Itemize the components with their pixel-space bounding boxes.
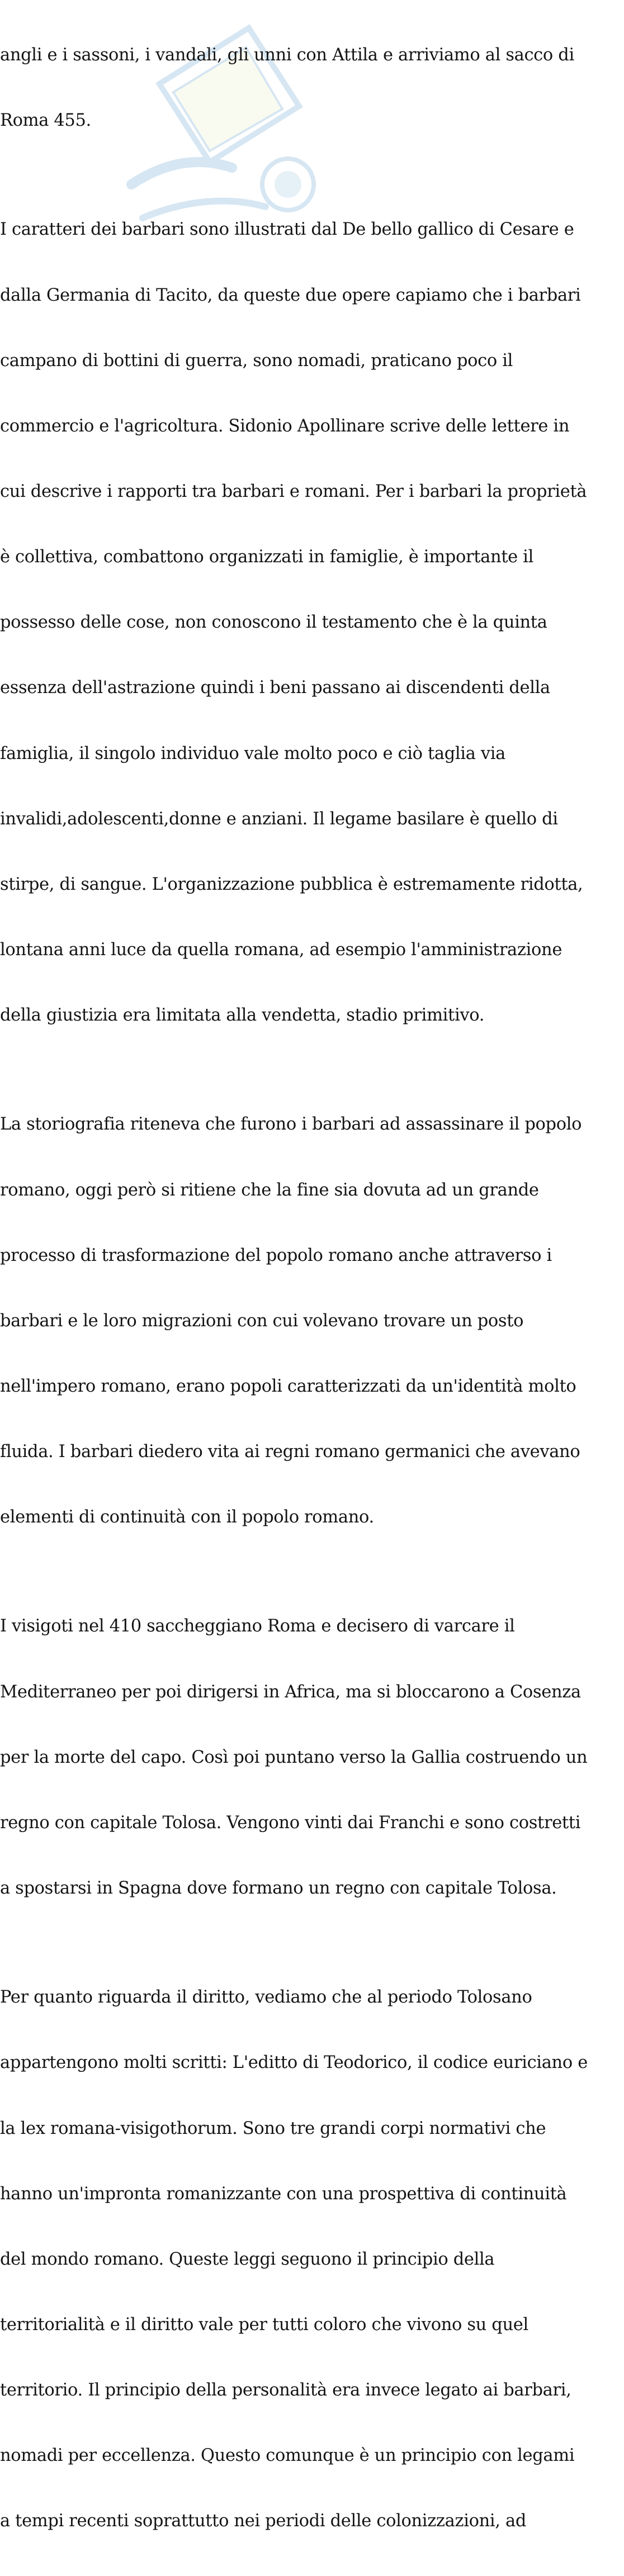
- text-line: invalidi,adolescenti,donne e anziani. Il legame basilare è quello di: [0, 809, 558, 829]
- text-line: cui descrive i rapporti tra barbari e romani. Per i barbari la proprietà: [0, 482, 587, 502]
- text-line: a tempi recenti soprattutto nei periodi delle colonizzazioni, ad: [0, 2511, 527, 2531]
- text-line: campano di bottini di guerra, sono nomadi, praticano poco il: [0, 350, 513, 371]
- text-line: angli e i sassoni, i vandali, gli unni con Attila e arriviamo al sacco di: [0, 45, 574, 65]
- text-line: a spostarsi in Spagna dove formano un regno con capitale Tolosa.: [0, 1878, 557, 1899]
- paragraph-2: [0, 175, 624, 1070]
- text-line: barbari e le loro migrazioni con cui volevano trovare un posto: [0, 1311, 524, 1331]
- text-line: territorialità e il diritto vale per tutti coloro che vivono su quel: [0, 2314, 528, 2335]
- text-line: Per quanto riguarda il diritto, vediamo che al periodo Tolosano: [0, 1987, 532, 2008]
- text-line: I visigoti nel 410 saccheggiano Roma e decisero di varcare il: [0, 1616, 515, 1636]
- text-line: stirpe, di sangue. L'organizzazione pubblica è estremamente ridotta,: [0, 874, 583, 894]
- text-line: è collettiva, combattono organizzati in famiglie, è importante il: [0, 547, 533, 567]
- text-line: della giustizia era limitata alla vendetta, stadio primitivo.: [0, 1005, 485, 1026]
- paragraph-3: [0, 1070, 624, 1572]
- text-line: Roma 455.: [0, 111, 91, 131]
- text-line: La storiografia riteneva che furono i barbari ad assassinare il popolo: [0, 1114, 582, 1135]
- paragraph-5: [0, 1943, 624, 2575]
- text-line: possesso delle cose, non conoscono il testamento che è la quinta: [0, 613, 547, 633]
- text-line: hanno un'impronta romanizzante con una prospettiva di continuità: [0, 2184, 567, 2204]
- text-line: romano, oggi però si ritiene che la fine sia dovuta ad un grande: [0, 1180, 539, 1200]
- text-line: I caratteri dei barbari sono illustrati dal De bello gallico di Cesare e: [0, 220, 574, 240]
- text-line: fluida. I barbari diedero vita ai regni romano germanici che avevano: [0, 1442, 580, 1462]
- text-line: lontana anni luce da quella romana, ad esempio l'amministrazione: [0, 940, 562, 960]
- text-line: territorio. Il principio della personalità era invece legato ai barbari,: [0, 2380, 571, 2401]
- text-line: famiglia, il singolo individuo vale molto poco e ciò taglia via: [0, 743, 506, 763]
- text-line: Mediterraneo per poi dirigersi in Africa, ma si bloccarono a Cosenza: [0, 1682, 581, 1702]
- text-line: per la morte del capo. Così poi puntano verso la Gallia costruendo un: [0, 1747, 588, 1767]
- text-line: del mondo romano. Queste leggi seguono il principio della: [0, 2249, 495, 2269]
- text-line: appartengono molti scritti: L'editto di Teodorico, il codice euriciano e: [0, 2053, 588, 2073]
- text-line: dalla Germania di Tacito, da queste due opere capiamo che i barbari: [0, 285, 581, 305]
- text-line: processo di trasformazione del popolo romano anche attraverso i: [0, 1245, 552, 1265]
- text-line: essenza dell'astrazione quindi i beni passano ai discendenti della: [0, 678, 550, 698]
- paragraph-4: [0, 1572, 624, 1943]
- text-line: nell'impero romano, erano popoli caratterizzati da un'identità molto: [0, 1376, 576, 1396]
- text-line: commercio e l'agricoltura. Sidonio Apollinare scrive delle lettere in: [0, 416, 570, 436]
- text-line: elementi di continuità con il popolo romano.: [0, 1507, 374, 1527]
- text-line: regno con capitale Tolosa. Vengono vinti dai Franchi e sono costretti: [0, 1813, 581, 1833]
- paragraph-1: [0, 1, 624, 175]
- text-line: la lex romana-visigothorum. Sono tre grandi corpi normativi che: [0, 2118, 546, 2138]
- text-line: nomadi per eccellenza. Questo comunque è un principio con legami: [0, 2446, 575, 2466]
